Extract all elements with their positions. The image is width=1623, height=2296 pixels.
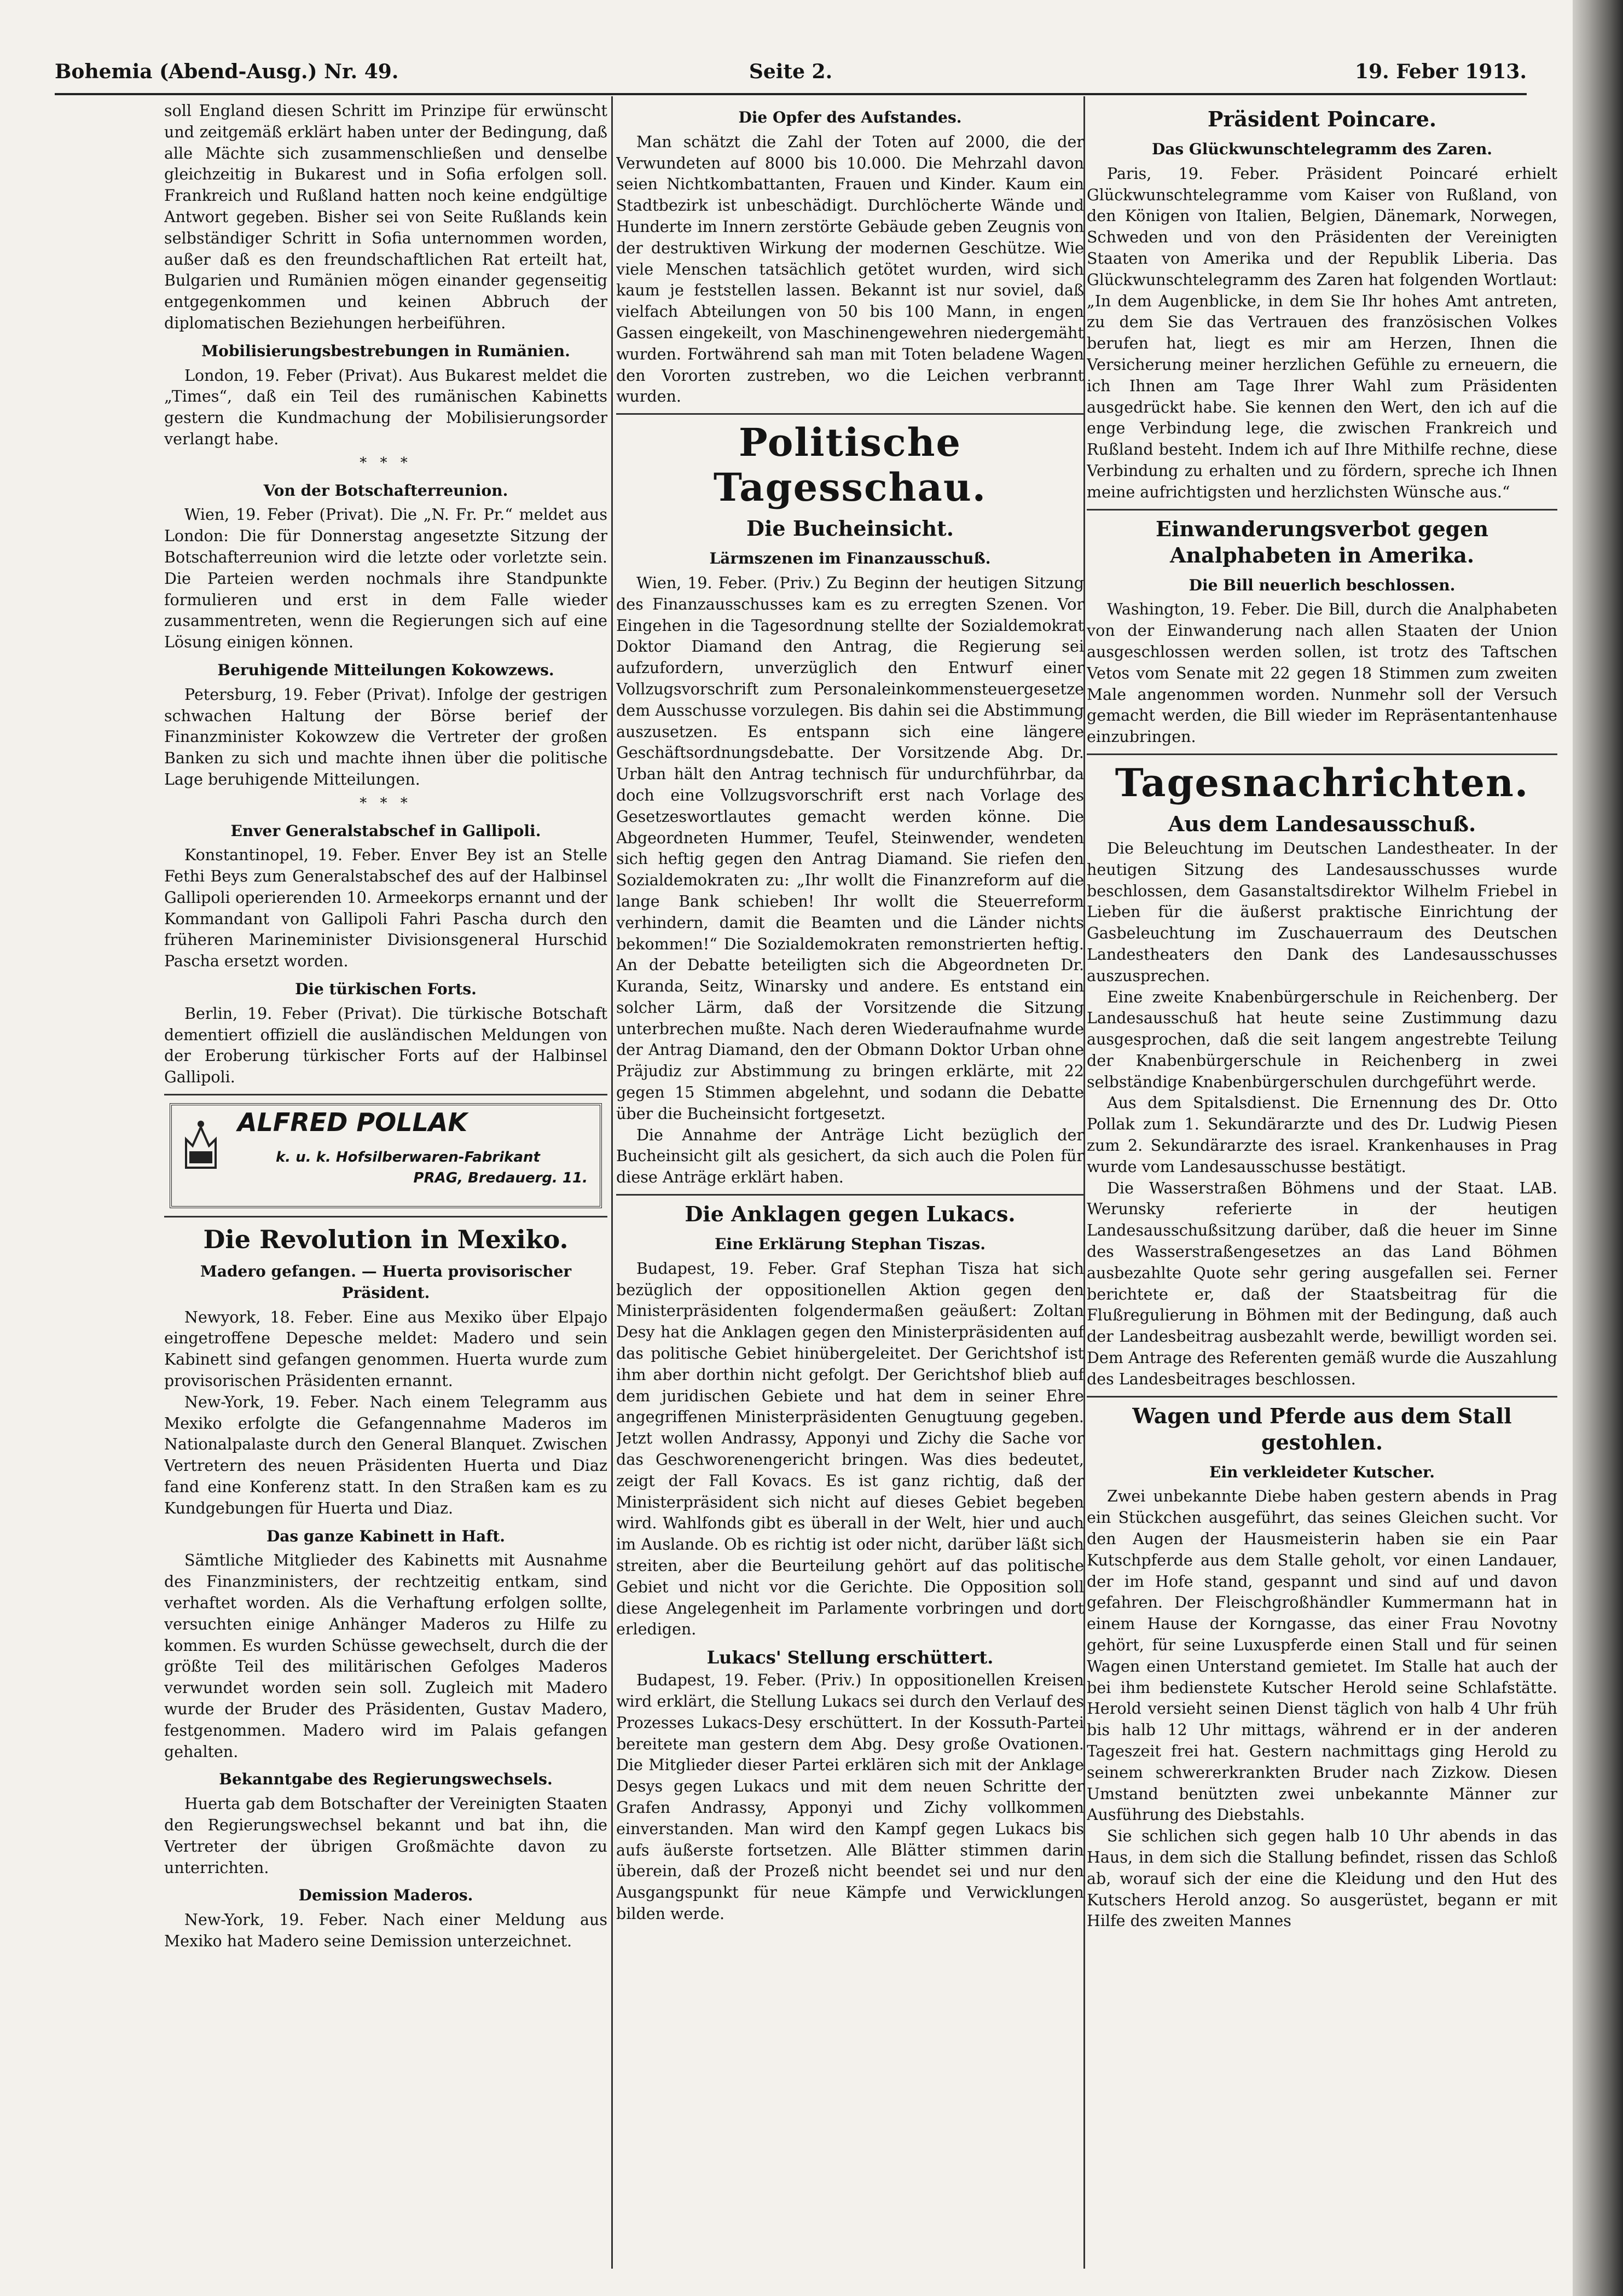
article-paragraph: Paris, 19. Feber. Präsident Poincaré erhielt Glückwunschtelegramme vom Kaiser von Rußland, von den Königen von Italien, Belgien, Dänemark, Norwegen, Schweden und von den Präsidenten der Vereinigten Staaten von Amerika und der Republik Liberia. Das Glückwunschtelegramm des Zaren hat folgenden Wortlaut: „In dem Augenblicke, in dem Sie Ihr hohes Amt antreten, zu dem Sie das Vertrauen des französischen Volkes berufen hat, liegt es mir am Herzen, Ihnen die Versicherung meiner herzlichen Gefühle zu erneuern, die ich Ihnen am Tage Ihrer Wahl zum Präsidenten ausgedrückt habe. Sie kennen den Wert, den ich auf die enge Verbindung lege, die zwischen Frankreich und Rußland besteht. Indem ich auf Ihre Mithilfe rechne, diese Verbindung zu erhalten und zu fördern, spreche ich Ihnen meine aufrichtigsten und herzlichsten Wünsche aus.“ (1087, 164, 1557, 501)
subheading: Enver Generalstabschef in Gallipoli. (230, 821, 541, 840)
column-divider-1 (611, 96, 613, 2269)
article-paragraph: Zwei unbekannte Diebe haben gestern abends in Prag ein Stückchen ausgeführt, das seines Gleichen sucht. Vor den Augen der Hausmeisterin haben sie ein Paar Kutschpferde aus dem Stalle geholt, vor einen Landauer, der im Hofe stand, gespannt und sind auf und davon gefahren. Der Fleischgroßhändler Kummermann hat in einem Hause der Korngasse, das einer Frau Novotny gehört, für seine Luxuspferde einen Stall und für seinen Wagen einen Unterstand gemietet. Im Stalle hat auch der bei ihm bedienstete Kutscher Herold seine Schlafstätte. Herold versieht seinen Dienst täglich von halb 4 Uhr früh bis halb 12 Uhr mittags, während er in der anderen Tageszeit frei hat. Gestern nachmittags ging Herold zu seinem schwererkrankten Bruder nach Zizkow. Diesen Umstand benützten zwei unbekannte Männer zur Ausführung des Diebstahls. (1087, 1487, 1557, 1824)
page-header (55, 60, 1527, 94)
article-paragraph: Huerta gab dem Botschafter der Vereinigten Staaten den Regierungswechsel bekannt und bat ihn, die Vertreter der übrigen Großmächte davon zu unterrichten. (164, 1795, 607, 1877)
headline-bucheinsicht: Die Bucheinsicht. (746, 516, 954, 541)
subheading: Eine Erklärung Stephan Tiszas. (715, 1235, 986, 1254)
subheading: Die Bill neuerlich beschlossen. (1189, 576, 1456, 594)
header-publication: Bohemia (Abend-Ausg.) Nr. 49. (55, 60, 399, 83)
headline-mexiko: Die Revolution in Mexiko. (203, 1225, 569, 1255)
page-edge-shadow (1573, 0, 1623, 2296)
article-paragraph: New-York, 19. Feber. Nach einem Telegramm aus Mexiko erfolgte die Gefangennahme Maderos im Nationalpalaste durch den General Blanquet. Zwischen Vertretern des neuen Präsidenten Huerta und Diaz fand eine Konferenz statt. In den Straßen kam es zu Kundgebungen für Huerta und Diaz. (164, 1393, 607, 1517)
subheading: Das Glückwunschtelegramm des Zaren. (1151, 140, 1493, 158)
headline-landesausschuss: Aus dem Landesausschuß. (1168, 811, 1476, 836)
subheading: Madero gefangen. — Huerta provisorischer Präsident. (200, 1262, 572, 1302)
headline-einwanderungsverbot: Einwanderungsverbot gegen Analphabeten in Amerika. (1155, 516, 1489, 567)
subheading: Lärmszenen im Finanzausschuß. (709, 549, 991, 568)
article-paragraph: Die Annahme der Anträge Licht bezüglich der Bucheinsicht gilt als gesichert, da sich auch die Polen für diese Anträge erklärt haben. (616, 1126, 1084, 1187)
headline-lukacs: Die Anklagen gegen Lukacs. (685, 1202, 1016, 1227)
article-paragraph: Aus dem Spitalsdienst. Die Ernennung des Dr. Otto Pollak zum 1. Sekundärarzte und des Dr. Ludwig Piesen zum 2. Sekundärarzte des israel. Krankenhauses in Prag wurde vom Landesausschusse bestätigt. (1087, 1094, 1557, 1176)
advertisement-pollak (170, 1103, 602, 1208)
article-paragraph: Budapest, 19. Feber. Graf Stephan Tisza hat sich bezüglich der oppositionellen Aktion gegen den Ministerpräsidenten folgendermaßen geäußert: Zoltan Desy hat die Anklagen gegen den Ministerpräsidenten auf das politische Gebiet hinübergeleitet. Der Gerichtshof ist ihm aber dorthin nicht gefolgt. Der Gerichtshof blieb auf dem juridischen Gebiete und hat dem in seiner Ehre angegriffenen Ministerpräsidenten Genugtuung gegeben. Jetzt wollen Andrassy, Apponyi und Zichy die Sache vor das Geschworenengericht bringen. Was dies bedeutet, zeigt der Fall Kovacs. Es ist ganz richtig, daß der Ministerpräsident sich nicht auf dieses Gebiet begeben wird. Wahlfonds gibt es überall in der Welt, hier und auch im Auslande. Ob es richtig ist oder nicht, darüber läßt sich streiten, aber die Beurteilung gehört auf das politische Gebiet und nicht vor die Gerichte. Die Opposition soll diese Angelegenheit im Parlamente vorbringen und dort erledigen. (616, 1259, 1084, 1639)
article-paragraph: soll England diesen Schritt im Prinzipe für erwünscht und zeitgemäß erklärt haben unter der Bedingung, daß alle Mächte sich zusammenschließen und denselbe gleichzeitig in Bukarest und in Sofia erfolgen soll. Frankreich und Rußland hatten noch keine endgültige Antwort gegeben. Bisher sei von Seite Rußlands kein selbständiger Schritt in Sofia unternommen worden, außer daß es den freundschaftlichen Rat erteilt hat, Bulgarien und Rumänien mögen einander gegenseitig entgegenkommen und keinen Abbruch der diplomatischen Beziehungen herbeiführen. (164, 102, 607, 332)
article-paragraph: Man schätzt die Zahl der Toten auf 2000, die der Verwundeten auf 8000 bis 10.000. Die Mehrzahl davon seien Nichtkombattanten, Frauen und Kinder. Kaum ein Stadtbezirk ist unbeschädigt. Durchlöcherte Wände und Hunderte im Innern zerstörte Gebäude geben Zeugnis von der destruktiven Wirkung der modernen Geschütze. Wie viele Menschen tatsächlich getötet wurden, wird sich kaum je feststellen lassen. Bekannt ist nur soviel, daß vielfach Abteilungen von 50 bis 100 Mann, in engen Gassen eingekeilt, von Maschinengewehren niedergemäht wurden. Fortwährend sah man mit Toten beladene Wagen den Vororten zustreben, wo die Leichen verbrannt wurden. (616, 132, 1084, 406)
subheading: Mobilisierungsbestrebungen in Rumänien. (201, 341, 570, 360)
section-title-tagesnachrichten: Tagesnachrichten. (1115, 759, 1529, 805)
divider (164, 1094, 607, 1095)
article-paragraph: Washington, 19. Feber. Die Bill, durch die Analphabeten von der Einwanderung nach allen Staaten der Union ausgeschlossen werden sollen, ist trotz des Taftschen Vetos vom Senate mit 22 gegen 18 Stimmen zum zweiten Male angenommen worden. Nunmehr soll der Versuch gemacht werden, die Bill wieder im Repräsentantenhause einzubringen. (1087, 600, 1557, 746)
divider (1087, 1396, 1557, 1398)
section-separator: * * * (360, 795, 412, 811)
column-1 (164, 101, 607, 2296)
section-title-politische-tagesschau: Politische Tagesschau. (713, 420, 987, 511)
article-paragraph: Eine zweite Knabenbürgerschule in Reichenberg. Der Landesausschuß hat heute seine Zustimmung dazu ausgesprochen, daß die seit langem angestrebte Teilung der Knabenbürgerschule in Reichenberg in zwei selbständige Knabenbürgerschulen durchgeführt werde. (1087, 988, 1557, 1091)
article-paragraph: Petersburg, 19. Feber (Privat). Infolge der gestrigen schwachen Haltung der Börse berief der Finanzminister Kokowzew die Vertreter der großen Banken zu sich und machte ihnen über die politische Lage beruhigende Mitteilungen. (164, 685, 607, 788)
header-page-number: Seite 2. (749, 60, 833, 83)
divider (616, 413, 1084, 415)
article-paragraph: London, 19. Feber (Privat). Aus Bukarest meldet die „Times“, daß ein Teil des rumänischen Kabinetts gestern die Kundmachung der Mobilisierungsorder verlangt habe. (164, 366, 607, 448)
column-3 (1087, 101, 1557, 2296)
subheading: Von der Botschafterreunion. (263, 481, 508, 500)
ad-company-name: ALFRED POLLAK (237, 1108, 468, 1138)
article-paragraph: Newyork, 18. Feber. Eine aus Mexiko über Elpajo eingetroffene Depesche meldet: Madero und sein Kabinett sind gefangen genommen. Huerta wurde zum provisorischen Präsidenten ernannt. (164, 1308, 607, 1390)
article-paragraph: Berlin, 19. Feber (Privat). Die türkische Botschaft dementiert offiziell die ausländischen Meldungen von der Eroberung türkischer Forts auf der Halbinsel Gallipoli. (164, 1004, 607, 1087)
divider (616, 1194, 1084, 1196)
ad-address: PRAG, Bredauerg. 11. (413, 1170, 588, 1187)
subheading: Das ganze Kabinett in Haft. (266, 1527, 506, 1545)
divider (1087, 509, 1557, 511)
header-date: 19. Feber 1913. (1355, 60, 1527, 83)
article-paragraph: Wien, 19. Feber. (Priv.) Zu Beginn der heutigen Sitzung des Finanzausschusses kam es zu erregten Szenen. Vor Eingehen in die Tagesordnung stellte der Sozialdemokrat Doktor Diamand den Antrag, die Regierung sei aufzufordern, unverzüglich den Entwurf einer Vollzugsvorschrift zum Personaleinkommensteuergesetze dem Ausschusse vorzulegen. Bis dahin sei die Abstimmung auszusetzen. Es entspann sich eine längere Geschäftsordnungsdebatte. Der Vorsitzende Abg. Dr. Urban hält den Antrag technisch für undurchführbar, da doch eine Vollzugsvorschrift erst nach Vorlage des Gesetzeswortlautes gemacht werden könne. Die Abgeordneten Hummer, Teufel, Steinwender, wendeten sich heftig gegen den Antrag Diamand. Sie riefen den Sozialdemokraten zu: „Ihr wollt die Finanzreform auf die lange Bank schieben! Ihr wollt die Steuerreform verhindern, damit die Beamten und die Länder nichts bekommen!“ Die Sozialdemokraten remonstrierten heftig. An der Debatte beteiligten sich die Abgeordneten Dr. Kuranda, Seitz, Winarsky und andere. Es entstand ein solcher Lärm, daß der Vorsitzende die Sitzung unterbrechen mußte. Nach deren Wiederaufnahme wurde der Antrag Diamand, den der Obmann Doktor Urban ohne Präjudiz zur Abstimmung zu bringen erklärte, mit 22 gegen 15 Stimmen abgelehnt, und sodann die Debatte über die Bucheinsicht fortgesetzt. (616, 573, 1084, 1123)
section-separator: * * * (360, 454, 412, 471)
headline-wagen-pferde: Wagen und Pferde aus dem Stall gestohlen. (1132, 1403, 1512, 1454)
subheading: Die türkischen Forts. (295, 980, 477, 999)
article-paragraph: Sie schlichen sich gegen halb 10 Uhr abends in das Haus, in dem sich die Stallung befindet, rissen das Schloß ab, worauf sich der eine die Kleidung und den Hut des Kutschers Herold anzog. So ausgerüstet, begann er mit Hilfe des zweiten Mannes (1087, 1827, 1557, 1930)
article-paragraph: Budapest, 19. Feber. (Priv.) In oppositionellen Kreisen wird erklärt, die Stellung Lukacs sei durch den Verlauf des Prozesses Lukacs-Desy erschüttert. In der Kossuth-Partei bereitete man gestern dem Abg. Desy große Ovationen. Die Mitglieder dieser Partei erklären sich mit der Anklage Desys gegen Lukacs und mit dem neuen Schritte der Grafen Andrassy, Apponyi und Zichy vollkommen einverstanden. Man wird den Kampf gegen Lukacs bis aufs äußerste fortsetzen. Alle Blätter stimmen darin überein, daß der Prozeß nicht beendet sei und nur den Ausgangspunkt für neue Kämpfe und Verwicklungen bilden werde. (616, 1671, 1084, 1923)
subheading: Die Opfer des Aufstandes. (738, 108, 962, 126)
article-paragraph: New-York, 19. Feber. Nach einer Meldung aus Mexiko hat Madero seine Demission unterzeichnet. (164, 1911, 607, 1950)
article-paragraph: Die Wasserstraßen Böhmens und der Staat. LAB. Werunsky referierte in der heutigen Landesausschußsitzung darüber, daß die heuer im Sinne des Wasserstraßengesetzes an das Land Böhmen ausbezahlte Quote sehr gering ausgefallen sei. Ferner berichtete er, daß der Staatsbeitrag für die Flußregulierung in Böhmen mit der Bedingung, daß auch der Landesbeitrag ausbezahlt werde, bewilligt worden sei. Dem Antrage des Referenten gemäß wurde die Auszahlung des Landesbeitrages beschlossen. (1087, 1179, 1557, 1388)
article-paragraph: Die Beleuchtung im Deutschen Landestheater. In der heutigen Sitzung des Landesausschusses wurde beschlossen, dem Gasanstaltsdirektor Wilhelm Friebel in Lieben für die äußerst praktische Einrichtung der Gasbeleuchtung im Zuschauerraum des Deutschen Landestheaters den Dank des Landesausschusses auszusprechen. (1087, 839, 1557, 985)
header-rule (55, 93, 1527, 95)
crown-logo-icon (182, 1117, 220, 1172)
subheading: Bekanntgabe des Regierungswechsels. (219, 1770, 553, 1789)
headline-lukacs-stellung: Lukacs' Stellung erschüttert. (706, 1647, 994, 1668)
article-paragraph: Sämtliche Mitglieder des Kabinetts mit Ausnahme des Finanzministers, der rechtzeitig entkam, sind verhaftet worden. Als die Verhaftung erfolgen sollte, versuchten einige Anhänger Maderos zu Hilfe zu kommen. Es wurden Schüsse gewechselt, durch die der größte Teil des militärischen Gefolges Maderos verwundet worden sein soll. Zugleich mit Madero wurde der Bruder des Präsidenten, Gustav Madero, festgenommen. Madero wird im Palais gefangen gehalten. (164, 1551, 607, 1761)
article-paragraph: Wien, 19. Feber (Privat). Die „N. Fr. Pr.“ meldet aus London: Die für Donnerstag angesetzte Sitzung der Botschafterreunion wird die letzte oder vorletzte sein. Die Parteien werden nochmals ihre Standpunkte formulieren und erst in dem Falle wieder zusammentreten, wenn die Regierungen sich auf eine Lösung einigen können. (164, 506, 607, 652)
subheading: Ein verkleideter Kutscher. (1209, 1463, 1435, 1481)
divider (1087, 753, 1557, 755)
subheading: Demission Maderos. (298, 1886, 473, 1905)
headline-poincare: Präsident Poincare. (1207, 107, 1437, 131)
subheading: Beruhigende Mitteilungen Kokowzews. (217, 660, 554, 679)
ad-title: k. u. k. Hofsilberwaren-Fabrikant (276, 1149, 540, 1166)
column-2 (616, 101, 1084, 2296)
divider (164, 1216, 607, 1217)
article-paragraph: Konstantinopel, 19. Feber. Enver Bey ist an Stelle Fethi Beys zum Generalstabschef des auf der Halbinsel Gallipoli operierenden 10. Armeekorps ernannt und der Kommandant von Gallipoli Fahri Pascha durch den früheren Marineminister Divisionsgeneral Hurschid Pascha ersetzt worden. (164, 846, 607, 971)
